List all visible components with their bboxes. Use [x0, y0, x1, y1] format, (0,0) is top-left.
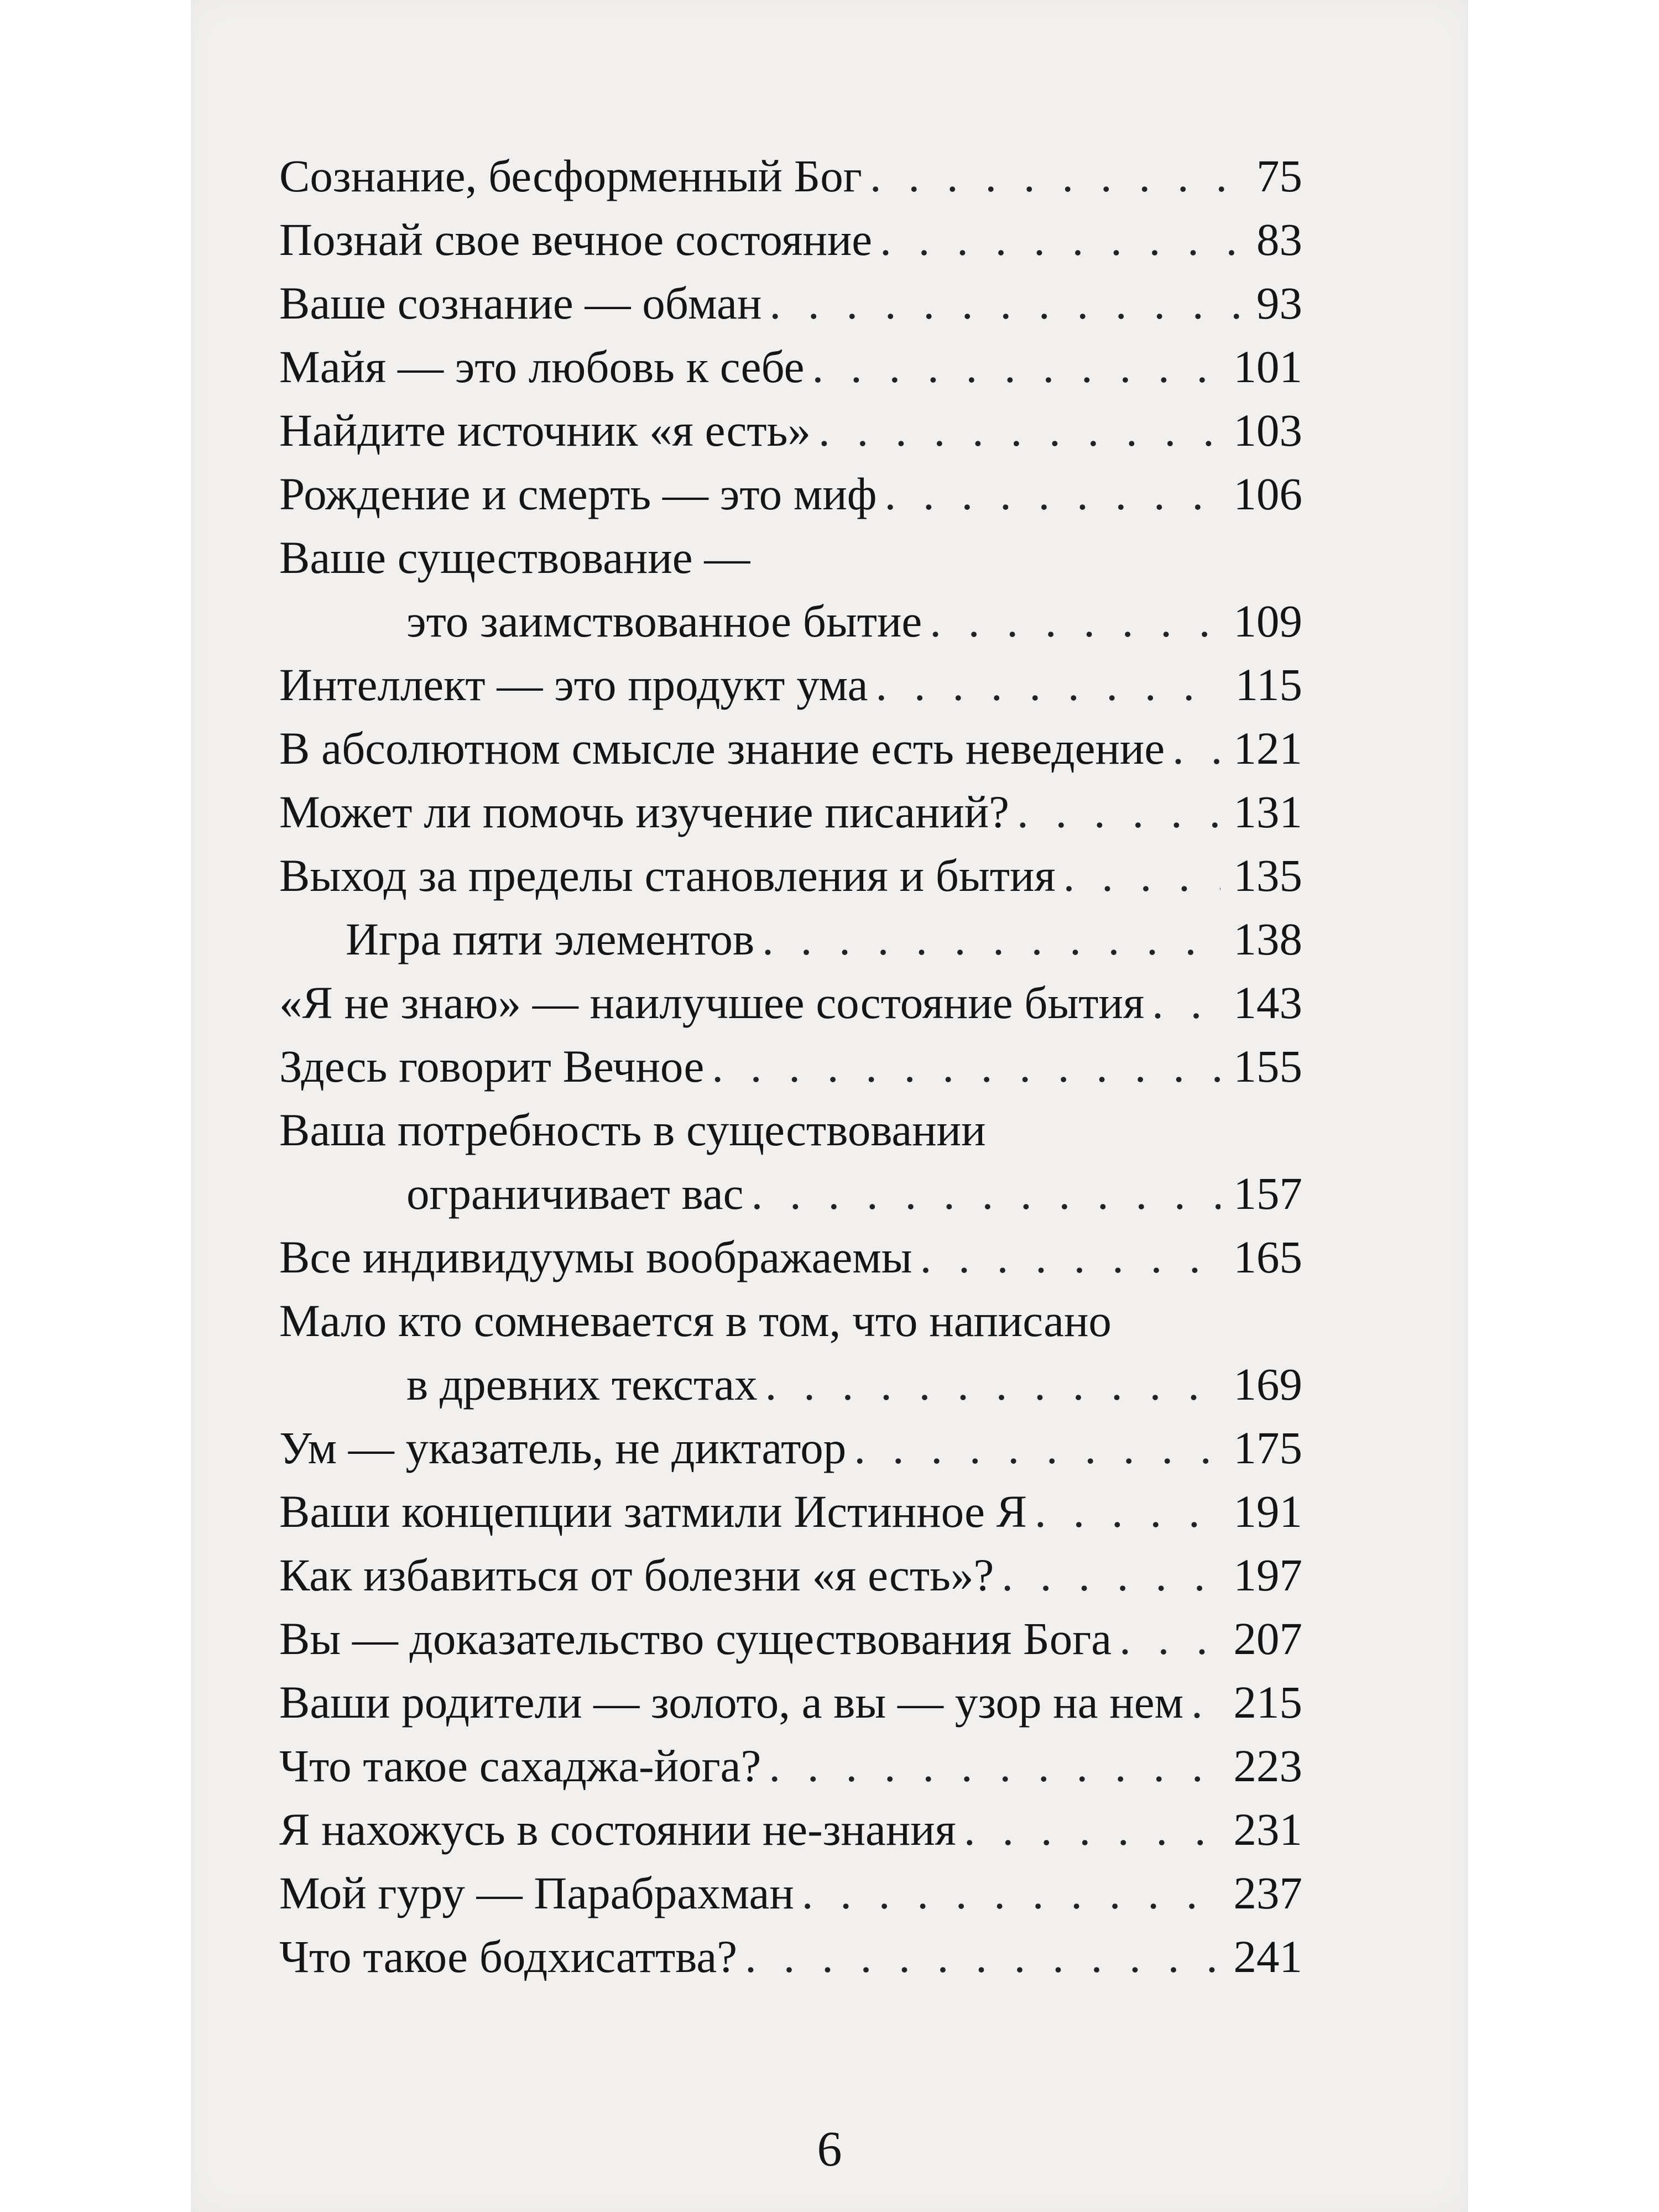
dot-leader — [1063, 848, 1220, 903]
toc-entry-page: 143 — [1233, 977, 1302, 1028]
toc-entry-page: 121 — [1233, 723, 1302, 774]
toc-entry-page: 135 — [1233, 850, 1302, 901]
dot-leader — [1017, 784, 1220, 839]
dot-leader — [930, 593, 1220, 649]
toc-entry-title: Ум — указатель, не диктатор — [279, 1422, 847, 1473]
dot-leader — [1119, 1611, 1220, 1666]
toc-entry — [279, 721, 1302, 776]
toc-entry-title: Ваши концепции затмили Истинное Я — [279, 1486, 1027, 1537]
toc-entry-title: Майя — это любовь к себе — [279, 341, 805, 392]
dot-leader — [1191, 1674, 1220, 1730]
toc-entry-page: 155 — [1233, 1041, 1302, 1092]
toc-entry — [279, 275, 1302, 331]
toc-entry-title: Все индивидуумы воображаемы — [279, 1232, 912, 1282]
toc-entry-title: Ваше сознание — обман — [279, 278, 762, 328]
toc-entry-page: 103 — [1233, 405, 1302, 456]
toc-entry — [279, 1229, 1302, 1285]
toc-entry-title: Что такое бодхисаттва? — [279, 1931, 738, 1982]
dot-leader — [769, 275, 1243, 331]
toc-entry — [279, 1611, 1302, 1666]
toc-entry-title: В абсолютном смысле знание есть неведение — [279, 723, 1165, 774]
toc-entry-first-line — [279, 1293, 1302, 1348]
toc-entry-page: 109 — [1233, 596, 1302, 646]
toc-entry-title: «Я не знаю» — наилучшее состояние бытия — [279, 977, 1145, 1028]
toc-entry-page: 215 — [1233, 1677, 1302, 1728]
toc-entry-title: Ваша потребность в существовании — [279, 1104, 986, 1155]
toc-entry-page: 169 — [1233, 1359, 1302, 1410]
toc-entry-continuation — [279, 1357, 1302, 1412]
dot-leader — [870, 148, 1243, 204]
toc-entry-subsection — [279, 911, 1302, 967]
toc-entry — [279, 784, 1302, 839]
dot-leader — [920, 1229, 1220, 1285]
dot-leader — [885, 466, 1220, 521]
toc-entry-title: Я нахожусь в состоянии не-знания — [279, 1804, 956, 1855]
toc-entry — [279, 212, 1302, 267]
toc-entry-title: Вы — доказательство существования Бога — [279, 1613, 1112, 1664]
toc-entry — [279, 1547, 1302, 1603]
toc-entry-title: в древних текстах — [406, 1359, 758, 1410]
toc-entry-title: Найдите источник «я есть» — [279, 405, 811, 456]
toc-entry-continuation — [279, 593, 1302, 649]
toc-entry-continuation — [279, 1166, 1302, 1221]
toc-entry — [279, 1039, 1302, 1094]
toc-entry-page: 93 — [1256, 278, 1302, 328]
toc-entry-title: Может ли помочь изучение писаний? — [279, 786, 1010, 837]
toc-entry — [279, 975, 1302, 1030]
toc-entry-page: 83 — [1256, 214, 1302, 265]
book-page — [191, 0, 1468, 2212]
dot-leader — [1035, 1484, 1220, 1539]
toc-entry-page: 207 — [1233, 1613, 1302, 1664]
toc-entry — [279, 657, 1302, 712]
page-number: 6 — [817, 2122, 842, 2177]
toc-entry-title: Познай свое вечное состояние — [279, 214, 873, 265]
toc-entry-page: 223 — [1233, 1740, 1302, 1791]
dot-leader — [880, 212, 1243, 267]
dot-leader — [1152, 975, 1220, 1030]
toc-entry — [279, 1802, 1302, 1857]
toc-entry-title: это заимствованное бытие — [406, 596, 922, 646]
toc-entry-page: 131 — [1233, 786, 1302, 837]
dot-leader — [1172, 721, 1220, 776]
dot-leader — [818, 403, 1220, 458]
toc-entry — [279, 1738, 1302, 1793]
dot-leader — [712, 1039, 1220, 1094]
dot-leader — [875, 657, 1222, 712]
toc-entry — [279, 148, 1302, 204]
toc-entry — [279, 1420, 1302, 1475]
dot-leader — [1001, 1547, 1220, 1603]
dot-leader — [854, 1420, 1220, 1475]
toc-entry-page: 241 — [1233, 1931, 1302, 1982]
toc-entry — [279, 1484, 1302, 1539]
toc-entry-first-line — [279, 1102, 1302, 1157]
dot-leader — [751, 1166, 1220, 1221]
toc-entry — [279, 1674, 1302, 1730]
toc-entry-title: Ваше существование — — [279, 532, 750, 583]
dot-leader — [745, 1929, 1220, 1984]
toc-entry-page: 191 — [1233, 1486, 1302, 1537]
toc-entry-title: Сознание, бесформенный Бог — [279, 150, 862, 201]
toc-entry — [279, 1929, 1302, 1984]
toc-entry-title: Выход за пределы становления и бытия — [279, 850, 1056, 901]
toc-entry-title: Мой гуру — Парабрахман — [279, 1867, 794, 1918]
toc-entry-title: Ваши родители — золото, а вы — узор на нем — [279, 1677, 1184, 1728]
toc-entry-title: Что такое сахаджа-йога? — [279, 1740, 761, 1791]
toc-entry-page: 115 — [1235, 659, 1302, 710]
toc-entry-title: Мало кто сомневается в том, что написано — [279, 1295, 1112, 1346]
toc-entry-title: Рождение и смерть — это миф — [279, 468, 877, 519]
toc-entry — [279, 339, 1302, 394]
toc-entry-page: 101 — [1233, 341, 1302, 392]
toc-entry-page: 106 — [1233, 468, 1302, 519]
toc-entry — [279, 1865, 1302, 1921]
toc-entry-page: 157 — [1233, 1168, 1302, 1219]
toc-entry-page: 165 — [1233, 1232, 1302, 1282]
toc-entry-page: 175 — [1233, 1422, 1302, 1473]
toc-entry-title: Интеллект — это продукт ума — [279, 659, 868, 710]
toc-entry-title: ограничивает вас — [406, 1168, 744, 1219]
toc-entry — [279, 848, 1302, 903]
toc-entry-page: 197 — [1233, 1550, 1302, 1600]
toc-entry — [279, 403, 1302, 458]
toc-entry-title: Как избавиться от болезни «я есть»? — [279, 1550, 994, 1600]
toc-entry — [279, 466, 1302, 521]
toc-entry-page: 138 — [1233, 914, 1302, 964]
toc-entry-first-line — [279, 530, 1302, 585]
toc-entry-title: Игра пяти элементов — [346, 914, 755, 964]
dot-leader — [765, 1357, 1220, 1412]
dot-leader — [802, 1865, 1220, 1921]
dot-leader — [762, 911, 1220, 967]
toc-entry-page: 231 — [1233, 1804, 1302, 1855]
dot-leader — [769, 1738, 1220, 1793]
dot-leader — [812, 339, 1220, 394]
toc-entry-page: 237 — [1233, 1867, 1302, 1918]
dot-leader — [964, 1802, 1220, 1857]
toc-entry-page: 75 — [1256, 150, 1302, 201]
toc-entry-title: Здесь говорит Вечное — [279, 1041, 705, 1092]
